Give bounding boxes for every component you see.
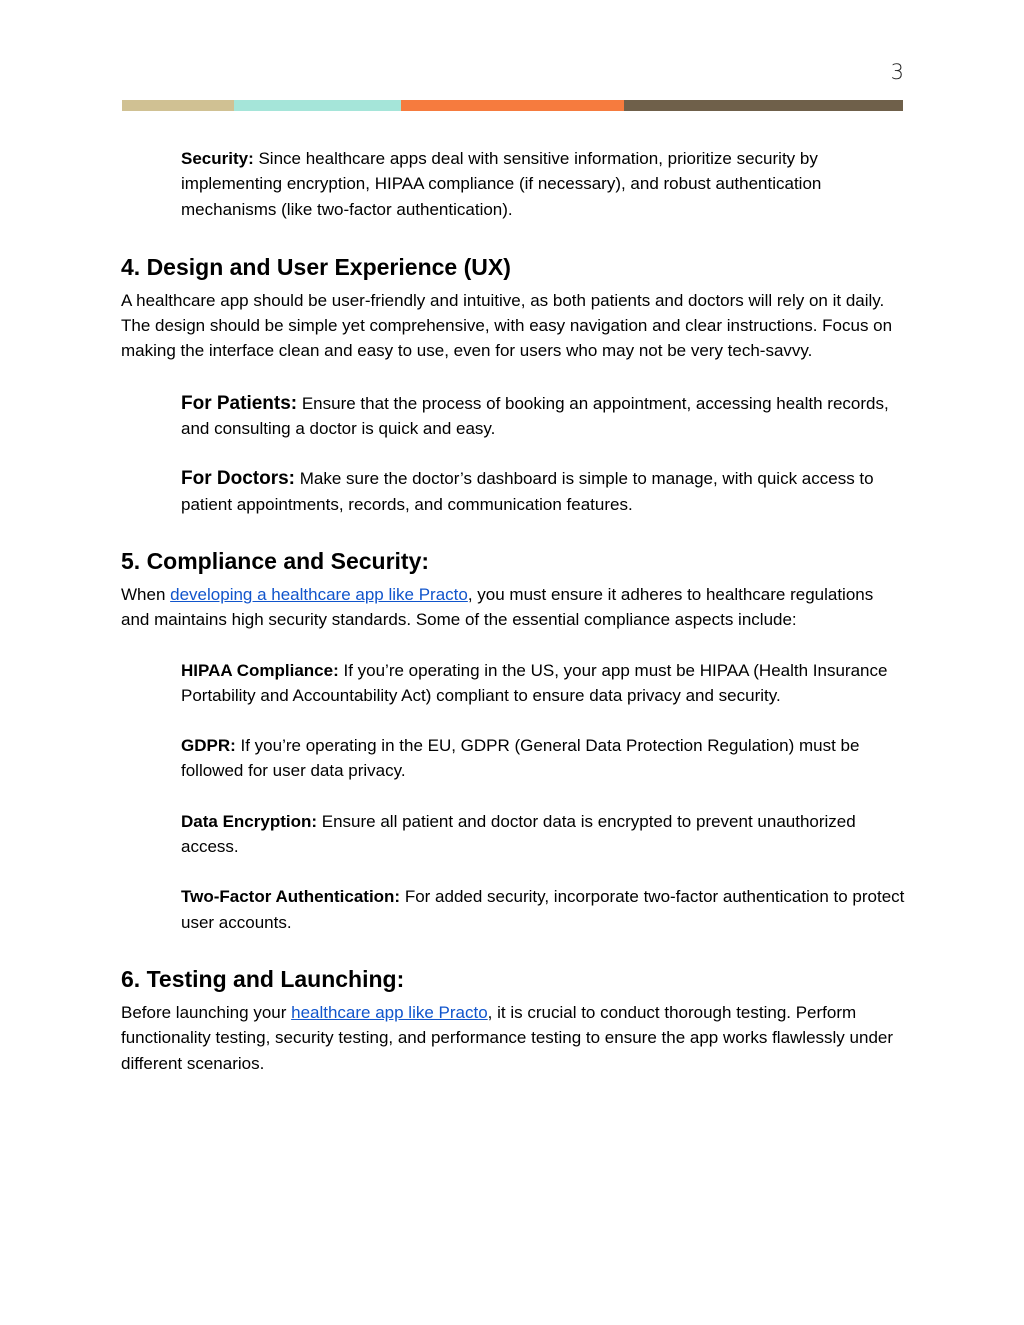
section-6-heading: 6. Testing and Launching:	[121, 965, 405, 992]
compliance-item-label: Data Encryption:	[181, 811, 318, 831]
compliance-item-label: Two-Factor Authentication:	[181, 887, 401, 907]
section-6-body	[121, 1000, 906, 1076]
section-5-body-before: When	[121, 584, 171, 604]
color-bar-segment-4	[624, 100, 903, 111]
page-number: 3	[890, 60, 904, 84]
section-5-body-after: , you must ensure it adheres to healthcare regulations and maintains high security standards. Some of the essential compliance aspects include:	[121, 584, 874, 630]
for-doctors-text: Make sure the doctor’s dashboard is simple to manage, with quick access to patient appointments, records, and communication features.	[181, 469, 874, 514]
security-label: Security:	[181, 149, 254, 168]
practo-app-link[interactable]: developing a healthcare app like Practo	[170, 584, 468, 604]
compliance-item	[121, 809, 906, 860]
header-color-bar	[122, 100, 903, 111]
color-bar-segment-3	[401, 100, 624, 111]
for-doctors-paragraph	[121, 466, 906, 517]
compliance-item-text: If you’re operating in the EU, GDPR (General Data Protection Regulation) must be followed for user data privacy.	[181, 736, 860, 781]
for-patients-paragraph	[121, 391, 906, 442]
security-text: Since healthcare apps deal with sensitive information, prioritize security by implementing encryption, HIPAA compliance (if necessary), and robust authentication mechanisms (like two-factor authentication).	[181, 149, 822, 219]
color-bar-segment-2	[234, 100, 401, 111]
section-5-body	[121, 582, 906, 633]
healthcare-app-link[interactable]: healthcare app like Practo	[291, 1002, 488, 1022]
section-4-body: A healthcare app should be user-friendly and intuitive, as both patients and doctors will rely on it daily. The design should be simple yet comprehensive, with easy navigation and clear instructions. Focus on making the interface clean and easy to use, even for users who may not be very tech-savvy.	[121, 290, 893, 361]
for-patients-label: For Patients:	[181, 392, 298, 414]
compliance-item	[121, 884, 906, 935]
for-doctors-label: For Doctors:	[181, 468, 295, 490]
for-patients-text: Ensure that the process of booking an appointment, accessing health records, and consulting a doctor is quick and easy.	[181, 393, 889, 439]
section-6-body-after: , it is crucial to conduct thorough testing. Perform functionality testing, security testing, and performance testing to ensure the app works flawlessly under different scenarios.	[121, 1002, 894, 1073]
security-paragraph	[121, 146, 906, 222]
compliance-item-text: If you’re operating in the US, your app must be HIPAA (Health Insurance Portability and Accountability Act) compliant to ensure data privacy and security.	[181, 660, 888, 705]
section-4-heading: 4. Design and User Experience (UX)	[121, 253, 511, 280]
compliance-item-label: GDPR:	[181, 736, 236, 756]
color-bar-segment-1	[122, 100, 234, 111]
compliance-item-label: HIPAA Compliance:	[181, 660, 339, 680]
compliance-item-text: Ensure all patient and doctor data is encrypted to prevent unauthorized access.	[181, 811, 856, 857]
compliance-item-text: For added security, incorporate two-factor authentication to protect user accounts.	[181, 887, 905, 932]
document-body	[121, 146, 906, 1076]
compliance-item	[121, 733, 906, 784]
section-6-body-before: Before launching your	[121, 1002, 292, 1022]
compliance-item	[121, 658, 906, 709]
section-5-heading: 5. Compliance and Security:	[121, 547, 430, 574]
